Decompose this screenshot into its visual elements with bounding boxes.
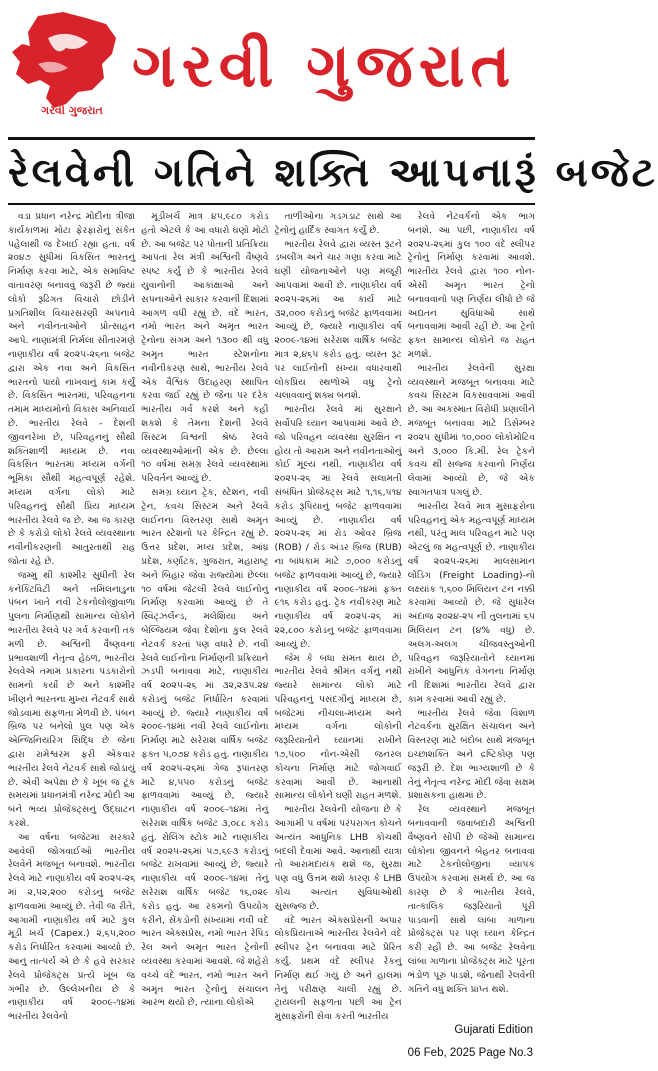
paragraph: જમ્મુ થી કાશ્મીર સુધીની રેલ કનેક્ટિવિટી અને તમિલનાડુના પંબન ખાતે નવી ટેકનોલોજીવાળા પુલના નિર્માણથી સામાન્ય લોકોને ભારતીય રેલવે પર ગર્વ કરવાની તક મળી છે. અશ્વિની વૈષ્ણવના પ્રભાવશાળી નેતૃત્વ હેઠળ, ભારતીય રેલવેએ તમામ પ્રકારના પડકારોનો સામનો કર્યો છે અને કાશ્મીર ખીણને ભારતના મુખ્ય નેટવર્ક સાથે જોડવામાં સફળતા મેળવી છે. પંબન બ્રિજ પર બનેલો પુલ પણ એક એન્જિનિયરિંગ સિદ્ધિ છે જેના દ્વારા રામેશ્વરમ ફરી એકવાર ભારતીય રેલવે નેટવર્ક સાથે જોડાયું છે. એવી અપેક્ષા છે કે ખૂબ જ ટૂંક સમયમાં પ્રધાનમંત્રી નરેન્દ્ર મોદી આ બંને ભવ્ય પ્રોજેક્ટ્સનું ઉદ્ઘાટન કરશે.	[8, 569, 136, 830]
paragraph: ભારતીય રેલવે જેવા વિશાળ નેટવર્કના સુરક્ષિત સંચાલન અને વિસ્તરણ માટે બંદોબ સાથે મજબૂત ઇચ્છાશક્તિ અને દ્રષ્ટિકોણ પણ જરૂરી છે. દેશ ભાગ્યશાળી છે કે તેનું નેતૃત્વ નરેન્દ્ર મોદી જેવા સક્ષમ પ્રશાસકના હાથમાં છે.	[407, 707, 535, 802]
paragraph: મૂડીખર્ચ માત્ર ૪૫,૯૮૦ કરોડ હતો એટલે કે આ વધારો ઘણો મોટો છે. આ બજેટ પર પોતાની પ્રતિક્રિયા આપતાં રેલ મંત્રી અશ્વિની વૈષ્ણવે સ્પષ્ટ કર્યું છે કે ભારતીય રેલવે યુવાનોની આકાંક્ષાઓ અને સપનાઓને સાકાર કરવાની દિશામાં આગળ વધી રહ્યું છે. વંદે ભારત, નમો ભારત અને અમૃત ભારત ટ્રેનોના સંગમ અને ૧૩૦૦ થી વધુ અમૃત ભારત સ્ટેશનોના નવીનીકરણ સાથે, ભારતીય રેલવે એક વૈશ્વિક ઉદાહરણ સ્થાપિત કરવા જઈ રહ્યું છે જેના પર દરેક ભારતીય ગર્વ કરશે અને કહી શકશે કે તેમના દેશની રેલવે સિસ્ટમ વિશ્વની શ્રેષ્ઠ રેલવે વ્યવસ્થાઓમાંની એક છે. છેલ્લા ૧૦ વર્ષમાં સમગ્ર રેલવે વ્યવસ્થામાં પરિવર્તન આવ્યું છે.	[141, 211, 269, 485]
paragraph: આ વર્ષના બજેટમાં સરકારે આવેલી જોગવાઈઓ ભારતીય રેલવેને મજબૂત બનાવશે. ભારતીય રેલવે માટે નાણાકીય વર્ષ ૨૦૨૫-૨૬ માં ૨,૫૨,૨૦૦ કરોડનું બજેટ ફાળવવામાં આવ્યું છે. તેવી જ રીતે, આગામી નાણાકીય વર્ષ માટે કુલ મૂડી ખર્ચ (Capex.) ૨,૬૫,૨૦૦ કરોડ નિર્ધારિત કરવામાં આવ્યો છે. આનું તાત્પર્ય એ છે કે હવે સરકાર રેલવે પ્રોજેક્ટ્સ પ્રત્યે ખૂબ જ ગંભીર છે. ઉલ્લેખનીય છે કે નાણાકીય વર્ષ ૨૦૦૯-૧૪માં ભારતીય રેલવેનો	[8, 831, 136, 1023]
paragraph: વડા પ્રધાન નરેન્દ્ર મોદીના ત્રીજા કાર્યકાળમાં મોટા ફેરફારોનું સંકેત પહેલાથી જ દેખાઈ રહ્યા હતા. વર્ષ ૨૦૪૭ સુધીમાં વિકસિત ભારતનું નિર્માણ કરવા માટે, એક સમાવિષ્ટ વાતાવરણ બનાવવું જરૂરી છે જ્યાં લોકો રૂઢિગત વિચારો છોડીને પ્રગતિશીલ વિચારસરણી અપનાવે અને નવીનતાઓને પ્રોત્સાહન આપે. નાણાંમંત્રી નિર્મલા સીતારમણે નાણાકીય વર્ષ ૨૦૨૫-૨૬ના બજેટ દ્વારા એક નવા અને વિકસિત ભારતનો પાયો નાખવાનું કામ કર્યું છે. વિકસિત ભારતમાં, પરિવહનના તમામ માધ્યમોનો વિકાસ અનિવાર્ય છે. ભારતીય રેલવે - દેશની જીવનરેખા છે, પરિવહનનું સૌથી શક્તિશાળી માધ્યમ છે. નવા વિકસિત ભારતમાં મધ્યમ વર્ગની ભૂમિકા સૌથી મહત્વપૂર્ણ રહેશે. મધ્યમ વર્ગના લોકો માટે પરિવહનનું સૌથી પ્રિય માધ્યમ ભારતીય રેલવે જ છે. આ જ કારણ છે કે કરોડો લોકો રેલવે વ્યવસ્થાના નવીનીકરણની આતુરતાથી રાહ જોતા રહે છે.	[8, 211, 136, 567]
brand-name: ગરવી ગુજરાત	[132, 31, 517, 101]
article-column-3	[275, 210, 402, 1038]
paragraph: તાળીઓના ગડગડાટ સાથે આ ટ્રેનોનું હાર્દિક સ્વાગત કર્યું છે.	[274, 211, 402, 236]
paragraph: ભારતીય રેલવેની યોજના છે કે આગામી ૫ વર્ષમાં પરંપરાગત કોચને અત્યંત આધુનિક LHB કોચથી બદલી દેવામાં આવે. આનાથી યાત્રા તો આરામદાયક થશે જ, સુરક્ષા પણ વધુ ઉત્તમ થશે કારણ કે LHB કોચ અત્યંત સુવિધાઓથી સુસજ્જ છે.	[274, 804, 402, 912]
paragraph: ભારતીય રેલવે માં સુરક્ષાને સર્વોપરિ ઘ્યાન આપવામાં આવે છે. જો પરિવહન વ્યવસ્થા સુરક્ષિત ન હોય તો આરામ અને નવીનતાઓનું કોઈ મૂલ્ય નથી. નાણાકીય વર્ષ ૨૦૨૫-૨૬ માં રેલવે સલામતી સંબંધિત પ્રોજેક્ટ્સ માટે ૧,૧૬,૫૧૪ કરોડ રૂપિયાનું બજેટ ફાળવવામાં આવ્યું છે. નાણાકીય વર્ષ ૨૦૨૫-૨૬ માં રોડ ઓવર બ્રિજ (ROB) / રોડ અંડર બ્રિજ (RUB) ના બાંધકામ માટે ૭,૦૦૦ કરોડનું બજેટ ફાળવવામાં આવ્યું છે, જ્યારે નાણાકીય વર્ષ ૨૦૦૯-૧૪માં ફક્ત ૯૧૬ કરોડ હતું. ટ્રેક નવીકરણ માટે નાણાકીય વર્ષ ૨૦૨૫-૨૬ માં ૨૨,૮૦૦ કરોડનું બજેટ ફાળવવામાં આવ્યું છે.	[274, 404, 402, 650]
paragraph: ભારતીય રેલવે દ્વારા વ્યસ્ત રૂટને ડબલીંગ અને ચાર ગણા કરવા માટે ઘણી યોજનાઓને પણ મંજૂરી આપવામાં આવી છે. નાણાકીય વર્ષ ૨૦૨૫-૨૬માં આ કાર્ય માટે ૩૨,૦૦૦ કરોડનું બજેટ ફાળવવામાં આવ્યું છે, જ્યારે નાણાકીય વર્ષ ૨૦૦૯-૧૪માં સરેરાશ વાર્ષિક બજેટ માત્ર ૨,૪૬૫ કરોડ હતું. વ્યસ્ત રૂટ પર લાઈનોની સંખ્યા વધારવાથી લોકપ્રિય સ્થળોએ વધુ ટ્રેનો ચલાવવાનું શક્ય બનશે.	[274, 238, 402, 402]
article-column-1	[8, 210, 135, 1038]
article-column-4	[408, 210, 535, 1038]
paragraph: વંદે ભારત એક્સપ્રેસની અપાર લોકપ્રિયતાએ ભારતીય રેલવેને વંદે સ્લીપર ટ્રેન બનાવવા માટે પ્રેરિત કર્યું. પ્રથમ વંદે સ્લીપર રેકનું નિર્માણ થઈ ગયું છે અને હાલમાં તેનું પરીક્ષણ ચાલી રહ્યું છે. ટ્રાયલની સફળતા પછી આ ટ્રેન મુસાફરોની સેવા કરતી ભારતીય	[274, 914, 402, 1023]
headline-rule-top	[8, 137, 535, 140]
paragraph: સમગ્ર ઘ્યાન ટ્રેક, સ્ટેશન, નવી ટ્રેન, કવચ સિસ્ટમ અને રેલવે લાઈનના વિસ્તરણ સાથે અમૃત ભારત સ્ટેશનો પર કેન્દ્રિત રહ્યું છે. ઉત્તર પ્રદેશ, મધ્ય પ્રદેશ, આંધ્ર પ્રદેશ, કર્ણાટક, ગુજરાત, મહારાષ્ટ્ર અને બિહાર જેવા રાજ્યોમાં છેલ્લા ૧૦ વર્ષમાં જેટલી રેલવે લાઈનોનું નિર્માણ કરવામાં આવ્યું છે તે સ્વિટ્ઝર્લેન્ડ, મલેશિયા અને બેલ્જિયમ જેવા દેશોના કુલ રેલવે નેટવર્ક કરતાં પણ વધારે છે. નવી રેલવે લાઈનોના નિર્માણની પ્રક્રિયાને ઝડપી બનાવવા માટે, નાણાકીય વર્ષ ૨૦૨૫-૨૬ માં ૩૨,૨૩૫.૨૪ કરોડનું બજેટ નિર્ધારિત કરવામાં આવ્યું છે. જ્યારે નાણાકીય વર્ષ ૨૦૦૯-૧૪માં નવી રેલવે લાઈનોના નિર્માણ માટે સરેરાશ વાર્ષિક બજેટ ફક્ત ૫,૦૭૪ કરોડ હતું. નાણાકીય વર્ષ ૨૦૨૫-૨૬માં ગેજ રૂપાંતરણ માટે ૪,૫૫૦ કરોડનું બજેટ ફાળવવામાં આવ્યું છે, જ્યારે નાણાકીય વર્ષ ૨૦૦૯-૧૪માં તેનું સરેરાશ વાર્ષિક બજેટ ૩,૦૮૮ કરોડ હતું. રોલિંગ સ્ટોક માટે નાણાકીય વર્ષ ૨૦૨૫-૨૬માં ૫૭,૬૯૩ કરોડનું બજેટ રાખવામાં આવ્યું છે, જ્યારે નાણાકીય વર્ષ ૨૦૦૯-૧૪માં તેનું સરેરાશ વાર્ષિક બજેટ ૧૬,૦૨૯ કરોડ હતું. આ રકમનો ઉપયોગ કરીને, સેંકડોની સંખ્યામાં નવી વંદે ભારત એક્સપ્રેસ, નમો ભારત રેપિડ રેલ અને અમૃત ભારત ટ્રેનોની વ્યવસ્થા કરવામાં આવશે. જે શહેરો વચ્ચે વંદે ભારત, નમો ભારત અને અમૃત ભારત ટ્રેનોનું સંચાલન આરંભ થયો છે, ત્યાંના લોકોએ	[141, 486, 269, 1009]
article-body	[8, 210, 535, 1038]
paragraph: રેલવે નેટવર્કનો એક ભાગ બનશે. આ પછી, નાણાકીય વર્ષ ૨૦૨૫-૨૬માં કુલ ૧૦૦ વંદે સ્લીપર ટ્રેનોનું નિર્માણ કરવામાં આવશે. ભારતીય રેલવે દ્વારા ૧૦૦ નોન-એસી અમૃત ભારત ટ્રેનો બનાવવાનો પણ નિર્ણય લીધો છે જે અદ્યતન સુવિધાઓ સાથે બનાવવામાં આવી રહી છે. આ ટ્રેનો ફક્ત સામાન્ય લોકોને જ રાહત મળશે.	[407, 211, 535, 360]
gujarat-map-logo	[8, 8, 124, 118]
paragraph: ભારતીય રેલવે માત્ર મુસાફરોના પરિવહનનું એક મહત્વપૂર્ણ માધ્યમ નથી, પરંતુ માલ પરિવહન માટે પણ એટલું જ મહત્વપૂર્ણ છે. નાણાકીય વર્ષ ૨૦૨૫-૨૬માં માલસામાન લોડિંગ (Freight Loading)-નો લક્ષ્યાંક ૧,૬૦૦ મિલિયન ટન નક્કી કરવામાં આવ્યો છે. જે સુધારેલ અંદાજ ૨૦૨૪-૨૫ ની તુલનામાં ૬૫ મિલિયન ટન (૪% વધુ) છે. અલગ-અલગ ચીજવસ્તુઓની પરિવહન જરૂરિયાતોને ઘ્યાનમાં રાખીને આધુનિક વેગનના નિર્માણ ની દિશામાં ભારતીય રેલવે દ્વારા કામ કરવામાં આવી રહ્યું છે.	[407, 500, 535, 705]
logo-caption: ગરવી ગુજરાત	[41, 104, 103, 117]
paragraph: ભારતીય રેલવેની સુરક્ષા વ્યવસ્થાને મજબૂત બનાવવા માટે કવચ સિસ્ટમ વિકસાવવામાં આવી છે. આ અકસ્માત વિરોધી પ્રણાલીને મજબૂત બનાવવા માટે ડિસેમ્બર ૨૦૨૫ સુધીમાં ૧૦,૦૦૦ લોકોમોટિવ અને ૩,૦૦૦ કિ.મી. રેલ ટ્રેકને કવચ થી સજ્જ કરવાનો નિર્ણય લેવામાં આવ્યો છે, જે એક સ્વાગતપાત્ર પગલું છે.	[407, 362, 535, 498]
paragraph: રેલ વ્યવસ્થાને મજબૂત બનાવવાની જવાબદારી અશ્વિની વૈષ્ણવને સોંપી છે જેઓ સામાન્ય લોકોના જીવનને બેહતર બનાવવા માટે ટેકનોલોજીના વ્યાપક ઉપયોગ કરવામાં સમર્થ છે. આ જ કારણ છે કે ભારતીય રેલવે, તાત્કાલિક જરૂરિયાતો પૂરી પાડવાની સાથે લાંબા ગાળાના પ્રોજેક્ટ્સ પર પણ ઘ્યાન કેન્દ્રિત કરી રહી છે. આ બજેટ રેલવેના લાંબા ગાળાના પ્રોજેક્ટ્સ માટે પૂરતા ભંડોળ પૂરું પાડશે, જેનાથી રેલવેની ગતિને વધુ શક્તિ પ્રાપ્ત થશે.	[407, 804, 535, 995]
date-page-label: 06 Feb, 2025 Page No.3	[407, 1047, 533, 1059]
masthead	[0, 0, 543, 132]
headline-rule-bottom	[8, 203, 535, 205]
article-headline: રેલવેની ગતિને શક્તિ આપનારૂં બજેટ	[8, 149, 658, 196]
paragraph: જેમ કે બધા સંમત થાય છે, ભારતીય રેલવે શ્રીમંત વર્ગનું નથી જ્યારે સામાન્ય લોકો માટે પરિવહનનું પસંદગીનું માધ્યમ છે, બજેટમાં નીચલા-મધ્યમ અને મધ્યમ વર્ગના લોકોની જરૂરિયાતોને ઘ્યાનમાં રાખીને ૧૭,૫૦૦ નોન-એસી જનરલ કોચના નિર્માણ માટે જોગવાઈ કરવામાં આવી છે. આનાથી સામાન્ય લોકોને ઘણી રાહત મળશે.	[274, 652, 402, 802]
article-column-2	[141, 210, 268, 1038]
edition-label: Gujarati Edition	[454, 1024, 533, 1036]
